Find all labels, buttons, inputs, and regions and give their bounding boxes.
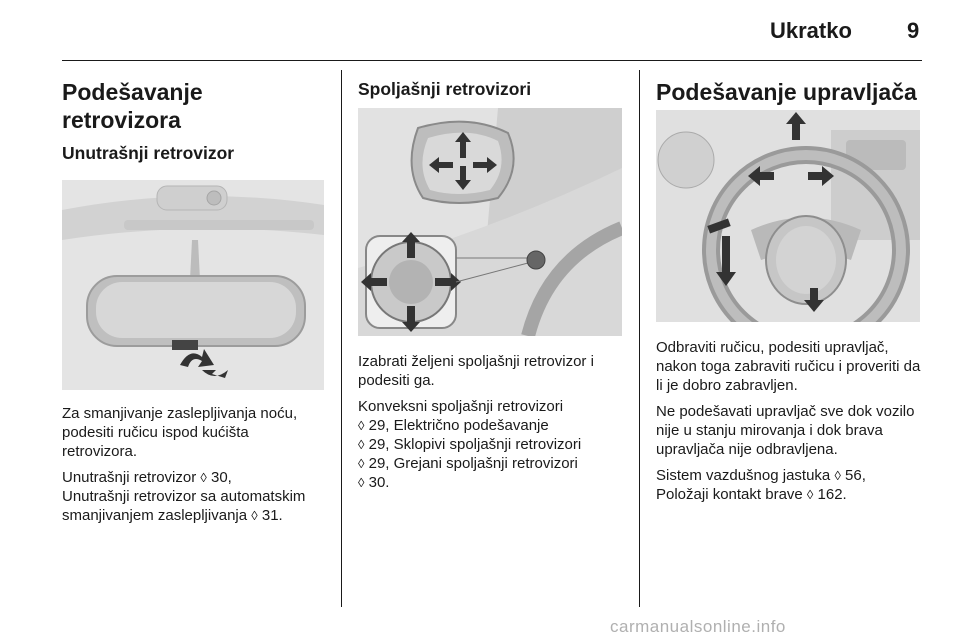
running-header-title: Ukratko <box>770 18 852 43</box>
watermark: carmanualsonline.info <box>610 617 786 636</box>
column-interior-mirror <box>62 78 324 532</box>
column-divider <box>639 70 640 607</box>
page-number: 9 <box>907 18 920 43</box>
paragraph: Ne podešavati upravljač sve dok vozilo nije u stanju mirovanja i dok brava upravljača nije odbravljena. <box>656 403 915 458</box>
paragraph: Izabrati željeni spoljašnji retrovizor i podesiti ga. <box>358 353 594 389</box>
interior-mirror-illustration <box>62 180 324 390</box>
paragraph-references <box>358 397 622 492</box>
reference-icon: ◊ <box>834 468 841 483</box>
section-heading: Podešavanje upravljača <box>656 79 917 105</box>
page-ref[interactable]: 29, Sklopivi spoljašnji retrovizori <box>364 436 582 453</box>
header-rule <box>62 60 922 61</box>
reference-icon: ◊ <box>251 508 258 523</box>
page-ref[interactable]: 29, Električno podešavanje <box>364 417 549 434</box>
reference-icon: ◊ <box>806 487 814 502</box>
page-ref[interactable]: 29, Grejani spoljašnji retrovizori <box>364 455 578 472</box>
steering-wheel-illustration <box>656 110 920 322</box>
paragraph-references <box>62 468 324 525</box>
column-steering-wheel <box>656 78 924 511</box>
reference-text: Položaji kontakt brave <box>656 486 807 503</box>
paragraph-references <box>656 466 924 504</box>
section-heading: Spoljašnji retrovizori <box>358 79 532 99</box>
subsection-heading: Unutrašnji retrovizor <box>62 143 235 163</box>
paragraph: Za smanjivanje zaslepljivanja noću, podesiti ručicu ispod kućišta retrovizora. <box>62 405 298 460</box>
page-ref[interactable]: 30, <box>206 469 232 486</box>
column-divider <box>341 70 342 607</box>
page-ref[interactable]: 56, <box>840 467 866 484</box>
paragraph: Odbraviti ručicu, podesiti upravljač, nakon toga zabraviti ručicu i proveriti da li je dobro zabravljen. <box>656 339 921 394</box>
reference-icon: ◊ <box>358 418 365 433</box>
page-ref[interactable]: 31. <box>257 507 283 524</box>
reference-icon: ◊ <box>358 475 365 490</box>
reference-text: Unutrašnji retrovizor sa automatskim smanjivanjem zaslepljivanja <box>62 488 306 524</box>
reference-text: Konveksni spoljašnji retrovizori <box>358 398 564 415</box>
reference-icon: ◊ <box>358 437 365 452</box>
page-ref[interactable]: 30. <box>364 474 390 491</box>
page-ref[interactable]: 162. <box>813 486 847 503</box>
section-heading: Podešavanje retrovizora <box>62 79 203 133</box>
reference-text: Unutrašnji retrovizor <box>62 469 201 486</box>
column-exterior-mirrors <box>358 78 622 499</box>
exterior-mirror-illustration <box>358 108 622 336</box>
reference-icon: ◊ <box>358 456 365 471</box>
reference-text: Sistem vazdušnog jastuka <box>656 467 835 484</box>
reference-icon: ◊ <box>200 470 207 485</box>
